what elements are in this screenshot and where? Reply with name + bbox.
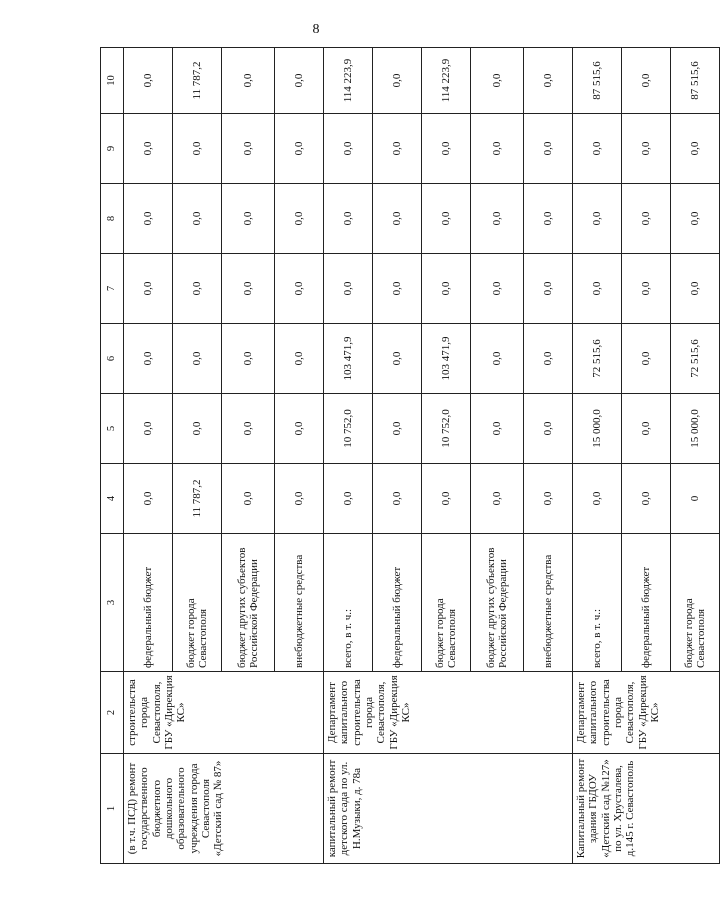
- value-cell: 0,0: [173, 254, 222, 324]
- value-cell: 0,0: [422, 464, 471, 534]
- total-value-cell: 0,0: [275, 48, 324, 114]
- value-cell: 0,0: [324, 464, 373, 534]
- value-cell: 0,0: [124, 394, 173, 464]
- funding-source-cell: бюджет других субъектов Российской Федерации: [471, 534, 524, 672]
- header-row: [101, 48, 124, 864]
- value-cell: 0,0: [275, 394, 324, 464]
- value-cell: 0,0: [622, 394, 671, 464]
- value-cell: 0,0: [422, 254, 471, 324]
- value-cell: 0,0: [524, 324, 573, 394]
- column-number-8: 8: [101, 184, 124, 254]
- page-number: 8: [312, 22, 320, 37]
- funding-source-cell: всего, в т. ч.:: [324, 534, 373, 672]
- total-value-cell: 0,0: [124, 48, 173, 114]
- column-number-6: 6: [101, 324, 124, 394]
- funding-source-cell: федеральный бюджет: [124, 534, 173, 672]
- total-value-cell: 0,0: [524, 48, 573, 114]
- value-cell: 0,0: [622, 184, 671, 254]
- value-cell: 0,0: [222, 114, 275, 184]
- value-cell: 10 752,0: [324, 394, 373, 464]
- column-number-5: 5: [101, 394, 124, 464]
- total-value-cell: 0,0: [622, 48, 671, 114]
- value-cell: 0,0: [124, 114, 173, 184]
- value-cell: 0,0: [173, 114, 222, 184]
- column-number-2: 2: [101, 672, 124, 754]
- value-cell: 72 515,6: [573, 324, 622, 394]
- value-cell: 0,0: [222, 184, 275, 254]
- value-cell: 0,0: [124, 464, 173, 534]
- value-cell: 0,0: [222, 254, 275, 324]
- value-cell: 0,0: [373, 394, 422, 464]
- total-value-cell: 11 787,2: [173, 48, 222, 114]
- value-cell: 0,0: [124, 324, 173, 394]
- value-cell: 0,0: [671, 254, 720, 324]
- value-cell: 0,0: [222, 464, 275, 534]
- value-cell: 0,0: [471, 254, 524, 324]
- value-cell: 0,0: [373, 184, 422, 254]
- executor-cell: Департамент капитального строительства города Севастополя, ГБУ «Дирекция КС»: [324, 672, 573, 754]
- value-cell: 0,0: [373, 114, 422, 184]
- table-row: [324, 48, 373, 864]
- value-cell: 0,0: [324, 184, 373, 254]
- value-cell: 0,0: [471, 394, 524, 464]
- value-cell: 0,0: [471, 324, 524, 394]
- value-cell: 0,0: [622, 254, 671, 324]
- value-cell: 0,0: [622, 114, 671, 184]
- value-cell: 0,0: [524, 254, 573, 324]
- value-cell: 0,0: [275, 184, 324, 254]
- project-name-cell: Капитальный ремонт здания ГБДОУ «Детский сад №127» по ул. Хрусталева, д.145 г. Севастополь: [573, 754, 720, 864]
- budget-table: [100, 47, 720, 864]
- column-number-4: 4: [101, 464, 124, 534]
- value-cell: 11 787,2: [173, 464, 222, 534]
- value-cell: 0,0: [373, 464, 422, 534]
- value-cell: 0,0: [471, 464, 524, 534]
- total-value-cell: 0,0: [373, 48, 422, 114]
- value-cell: 0,0: [324, 254, 373, 324]
- column-number-1: 1: [101, 754, 124, 864]
- value-cell: 0,0: [373, 254, 422, 324]
- value-cell: 0,0: [671, 114, 720, 184]
- total-value-cell: 114 223,9: [324, 48, 373, 114]
- value-cell: 0,0: [422, 114, 471, 184]
- value-cell: 0,0: [573, 464, 622, 534]
- value-cell: 10 752,0: [422, 394, 471, 464]
- column-number-3: 3: [101, 534, 124, 672]
- funding-source-cell: внебюджетные средства: [275, 534, 324, 672]
- value-cell: 0,0: [471, 184, 524, 254]
- value-cell: 0,0: [573, 184, 622, 254]
- funding-source-cell: бюджет города Севастополя: [671, 534, 720, 672]
- executor-cell: Департамент капитального строительства города Севастополя, ГБУ «Дирекция КС»: [573, 672, 720, 754]
- total-value-cell: 114 223,9: [422, 48, 471, 114]
- column-number-9: 9: [101, 114, 124, 184]
- total-value-cell: 0,0: [222, 48, 275, 114]
- executor-cell: строительства города Севастополя, ГБУ «Дирекция КС»: [124, 672, 324, 754]
- value-cell: 0,0: [524, 184, 573, 254]
- value-cell: 0: [671, 464, 720, 534]
- funding-source-cell: федеральный бюджет: [622, 534, 671, 672]
- value-cell: 0,0: [173, 394, 222, 464]
- column-number-7: 7: [101, 254, 124, 324]
- value-cell: 0,0: [222, 394, 275, 464]
- funding-source-cell: всего, в т. ч.:: [573, 534, 622, 672]
- project-name-cell: (в т.ч. ПСД) ремонт государственного бюджетного дошкольного образовательного учреждения города Севастополя «Детский сад № 87»: [124, 754, 324, 864]
- column-number-10: 10: [101, 48, 124, 114]
- value-cell: 0,0: [275, 324, 324, 394]
- value-cell: 0,0: [622, 464, 671, 534]
- value-cell: 0,0: [173, 324, 222, 394]
- value-cell: 0,0: [275, 464, 324, 534]
- value-cell: 0,0: [324, 114, 373, 184]
- total-value-cell: 87 515,6: [573, 48, 622, 114]
- value-cell: 0,0: [173, 184, 222, 254]
- value-cell: 15 000,0: [671, 394, 720, 464]
- value-cell: 72 515,6: [671, 324, 720, 394]
- total-value-cell: 87 515,6: [671, 48, 720, 114]
- table-container: [100, 48, 707, 864]
- value-cell: 0,0: [124, 254, 173, 324]
- value-cell: 0,0: [422, 184, 471, 254]
- value-cell: 103 471,9: [324, 324, 373, 394]
- value-cell: 15 000,0: [573, 394, 622, 464]
- table-row: [124, 48, 173, 864]
- value-cell: 0,0: [373, 324, 422, 394]
- value-cell: 103 471,9: [422, 324, 471, 394]
- value-cell: 0,0: [524, 464, 573, 534]
- value-cell: 0,0: [573, 254, 622, 324]
- value-cell: 0,0: [622, 324, 671, 394]
- total-value-cell: 0,0: [471, 48, 524, 114]
- table-row: [573, 48, 622, 864]
- value-cell: 0,0: [124, 184, 173, 254]
- value-cell: 0,0: [524, 114, 573, 184]
- value-cell: 0,0: [573, 114, 622, 184]
- funding-source-cell: бюджет города Севастополя: [173, 534, 222, 672]
- value-cell: 0,0: [222, 324, 275, 394]
- funding-source-cell: внебюджетные средства: [524, 534, 573, 672]
- value-cell: 0,0: [671, 184, 720, 254]
- funding-source-cell: федеральный бюджет: [373, 534, 422, 672]
- value-cell: 0,0: [524, 394, 573, 464]
- funding-source-cell: бюджет города Севастополя: [422, 534, 471, 672]
- funding-source-cell: бюджет других субъектов Российской Федерации: [222, 534, 275, 672]
- value-cell: 0,0: [471, 114, 524, 184]
- project-name-cell: капитальный ремонт детского сада по ул. Н.Музыки, д. 78а: [324, 754, 573, 864]
- value-cell: 0,0: [275, 254, 324, 324]
- value-cell: 0,0: [275, 114, 324, 184]
